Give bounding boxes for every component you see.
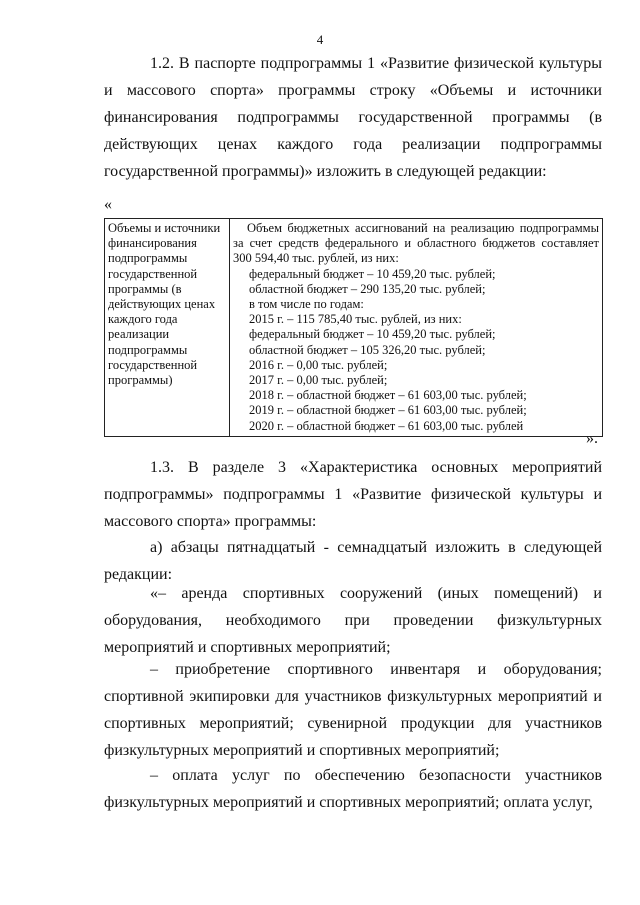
item-a-text: а) абзацы пятнадцатый - семнадцатый изложить в следующей редакции: <box>104 539 602 583</box>
funding-line: 2016 г. – 0,00 тыс. рублей; <box>249 357 388 372</box>
bullet-paragraph-2 <box>104 656 602 764</box>
funding-summary: Объем бюджетных ассигнований на реализацию подпрограммы за счет средств федерального и областного бюджетов составляет 300 594,40 тыс. рублей, из них: <box>233 221 599 266</box>
funding-line: областной бюджет – 105 326,20 тыс. рублей; <box>249 342 486 357</box>
opening-quote: « <box>104 196 112 213</box>
bullet-3-text: – оплата услуг по обеспечению безопасности участников физкультурных мероприятий и спортивных мероприятий; оплата услуг, <box>104 767 602 811</box>
page-number: 4 <box>316 32 324 47</box>
funding-line: в том числе по годам: <box>249 297 364 312</box>
bullet-1-text: «– аренда спортивных сооружений (иных помещений) и оборудования, необходимого при проведении физкультурных мероприятий и спортивных мероприятий; <box>104 585 602 656</box>
funding-line: 2018 г. – областной бюджет – 61 603,00 тыс. рублей; <box>249 388 527 403</box>
closing-quote: ». <box>586 430 598 447</box>
section-1-2-text: 1.2. В паспорте подпрограммы 1 «Развитие физической культуры и массового спорта» программы строку «Объемы и источники финансирования подпрограммы государственной программы (в действующих ценах каждого года реализации подпрограммы государственной программы)» изложить в следующей редакции: <box>104 55 602 180</box>
section-1-2-paragraph <box>104 50 602 185</box>
label-cell: Объемы и источники финансирования подпрограммы государственной программы (в действующих ценах каждого года реализации подпрограммы государственной программы) <box>105 219 230 437</box>
table-row <box>105 219 603 437</box>
funding-line: 2015 г. – 115 785,40 тыс. рублей, из них: <box>249 312 462 327</box>
funding-line: 2017 г. – 0,00 тыс. рублей; <box>249 373 388 388</box>
bullet-paragraph-3 <box>104 762 602 816</box>
section-1-3-text: 1.3. В разделе 3 «Характеристика основных мероприятий подпрограммы» подпрограммы 1 «Развитие физической культуры и массового спорта» программы: <box>104 459 602 530</box>
funding-line: федеральный бюджет – 10 459,20 тыс. рублей; <box>249 266 496 281</box>
value-cell <box>230 219 603 437</box>
bullet-paragraph-1 <box>104 580 602 661</box>
bullet-2-text: – приобретение спортивного инвентаря и оборудования; спортивной экипировки для участников физкультурных мероприятий и спортивных мероприятий; сувенирной продукции для участников физкультурных мероприятий и спортивных мероприятий; <box>104 661 602 759</box>
funding-line: областной бюджет – 290 135,20 тыс. рублей; <box>249 281 486 296</box>
funding-line: 2020 г. – областной бюджет – 61 603,00 тыс. рублей <box>249 418 524 433</box>
section-1-3-paragraph <box>104 454 602 535</box>
funding-line: 2019 г. – областной бюджет – 61 603,00 тыс. рублей; <box>249 403 527 418</box>
passport-table <box>104 218 603 437</box>
funding-line: федеральный бюджет – 10 459,20 тыс. рублей; <box>249 327 496 342</box>
